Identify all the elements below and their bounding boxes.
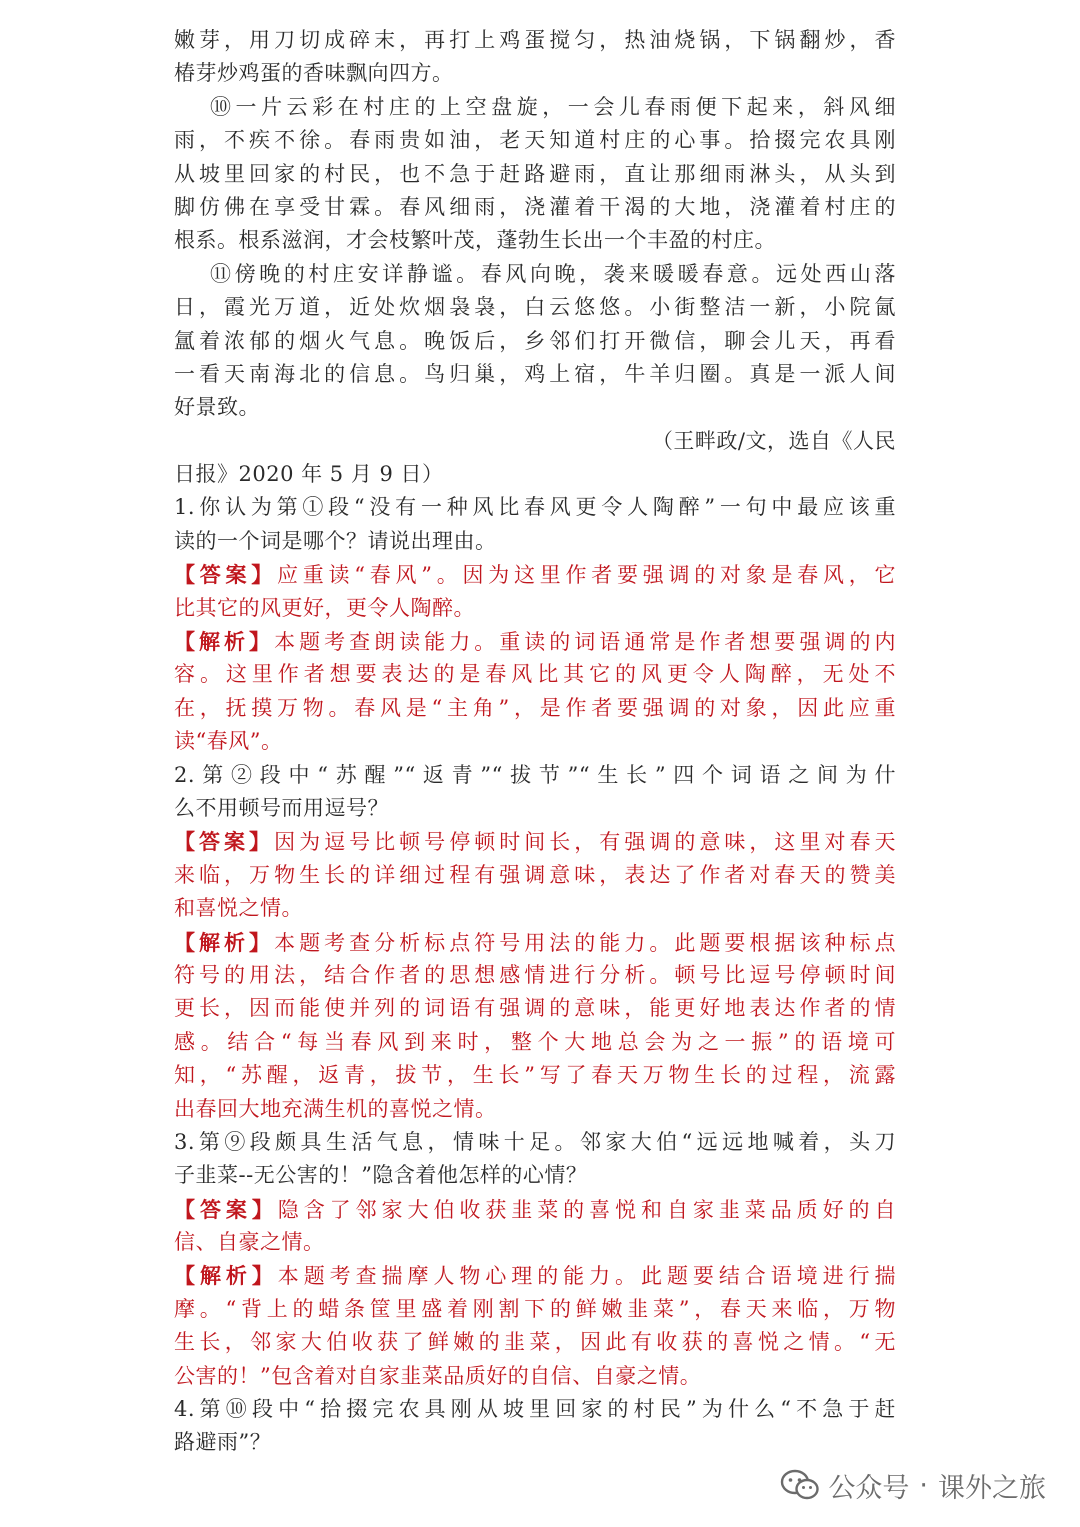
line-text: 3.第⑨段颇具生活气息，情味十足。邻家大伯“远远地喊着，头刀: [174, 1129, 896, 1154]
line-text: （王畔政/文，选自《人民: [651, 428, 896, 453]
line-text: 感。结合“每当春风到来时，整个大地总会为之一振”的语境可: [174, 1029, 896, 1054]
answer-line: [174, 592, 896, 625]
line-text: 椿芽炒鸡蛋的香味飘向四方。: [174, 61, 454, 86]
answer-line: [174, 992, 896, 1025]
text-line: [174, 1426, 896, 1459]
text-line: [174, 458, 896, 491]
line-text: ⑪傍晚的村庄安详静谧。春风向晚，袭来暖暖春意。远处西山落: [210, 261, 896, 286]
answer-line: [174, 692, 896, 725]
line-text: 本题考查揣摩人物心理的能力。此题要结合语境进行揣: [277, 1264, 897, 1289]
line-text: 容。这里作者想要表达的是春风比其它的风更令人陶醉，无处不: [174, 662, 896, 687]
answer-tag: 【答案】: [174, 1196, 278, 1222]
answer-line: [174, 1326, 896, 1359]
answer-line: [174, 1293, 896, 1326]
line-text: 和喜悦之情。: [174, 896, 303, 921]
document-page: [174, 24, 896, 1460]
text-line: [174, 425, 896, 458]
line-text: 一看天南海北的信息。鸟归巢，鸡上宿，牛羊归圈。真是一派人间: [174, 361, 896, 386]
answer-tag: 【解析】: [174, 629, 275, 655]
text-line: [174, 358, 896, 391]
wechat-icon: [780, 1469, 820, 1501]
answer-line: [174, 926, 896, 959]
watermark-label: 公众号: [828, 1472, 910, 1504]
line-text: 2.第②段中“苏醒”“返青”“拔节”“生长”四个词语之间为什: [174, 762, 896, 787]
answer-line: [174, 558, 896, 591]
text-line: [174, 258, 896, 291]
line-text: 4.第⑩段中“拾掇完农具刚从坡里回家的村民”为什么“不急于赶: [174, 1397, 896, 1422]
line-text: 子韭菜--无公害的！”隐含着他怎样的心情？: [174, 1163, 588, 1188]
line-text: 出春回大地充满生机的喜悦之情。: [174, 1096, 497, 1121]
text-line: [174, 1393, 896, 1426]
watermark-account-name: 课外之旅: [938, 1472, 1046, 1504]
text-line: [174, 24, 896, 57]
answer-tag: 【解析】: [174, 1263, 278, 1289]
text-line: [174, 158, 896, 191]
line-text: 摩。“背上的蜡条筐里盛着刚割下的鲜嫩韭菜”，春天来临，万物: [174, 1296, 896, 1321]
text-line: [174, 57, 896, 90]
text-line: [174, 391, 896, 424]
line-text: 隐含了邻家大伯收获韭菜的喜悦和自家韭菜品质好的自: [277, 1197, 897, 1222]
text-line: [174, 525, 896, 558]
line-text: 日，霞光万道，近处炊烟袅袅，白云悠悠。小街整洁一新，小院氤: [174, 295, 896, 320]
line-text: 么不用顿号而用逗号？: [174, 795, 389, 820]
text-line: [174, 191, 896, 224]
answer-line: [174, 959, 896, 992]
answer-tag: 【答案】: [174, 829, 275, 855]
answer-line: [174, 859, 896, 892]
line-text: 读“春风”。: [174, 729, 283, 754]
text-line: [174, 1159, 896, 1192]
line-text: 知，“苏醒，返青，拔节，生长”写了春天万物生长的过程，流露: [174, 1063, 896, 1088]
line-text: 应重读“春风”。因为这里作者要强调的对象是春风，它: [277, 563, 896, 588]
answer-line: [174, 1026, 896, 1059]
watermark-separator: ·: [919, 1469, 928, 1501]
answer-line: [174, 1059, 896, 1092]
line-text: 比其它的风更好，更令人陶醉。: [174, 595, 475, 620]
line-text: 根系。根系滋润，才会枝繁叶茂，蓬勃生长出一个丰盈的村庄。: [174, 228, 776, 253]
answer-line: [174, 658, 896, 691]
text-line: [174, 91, 896, 124]
watermark: [780, 1465, 1046, 1505]
line-text: 从坡里回家的村民，也不急于赶路避雨，直让那细雨淋头，从头到: [174, 161, 896, 186]
line-text: 氲着浓郁的烟火气息。晚饭后，乡邻们打开微信，聊会儿天，再看: [174, 328, 896, 353]
text-line: [174, 1126, 896, 1159]
line-text: ⑩一片云彩在村庄的上空盘旋，一会儿春雨便下起来，斜风细: [210, 94, 896, 119]
answer-line: [174, 625, 896, 658]
line-text: 符号的用法，结合作者的思想感情进行分析。顿号比逗号停顿时间: [174, 962, 896, 987]
answer-line: [174, 725, 896, 758]
text-line: [174, 759, 896, 792]
text-line: [174, 124, 896, 157]
line-text: 读的一个词是哪个？请说出理由。: [174, 528, 497, 553]
answer-tag: 【解析】: [174, 929, 275, 955]
answer-tag: 【答案】: [174, 562, 278, 588]
text-line: [174, 491, 896, 524]
line-text: 本题考查分析标点符号用法的能力。此题要根据该种标点: [274, 930, 897, 955]
answer-line: [174, 1193, 896, 1226]
line-text: 日报》2020 年 5 月 9 日）: [174, 462, 444, 487]
line-text: 路避雨”？: [174, 1430, 272, 1455]
line-text: 信、自豪之情。: [174, 1230, 325, 1255]
answer-line: [174, 892, 896, 925]
text-line: [174, 291, 896, 324]
line-text: 本题考查朗读能力。重读的词语通常是作者想要强调的内: [274, 630, 897, 655]
answer-line: [174, 1093, 896, 1126]
answer-line: [174, 825, 896, 858]
line-text: 更长，因而能使并列的词语有强调的意味，能更好地表达作者的情: [174, 996, 896, 1021]
text-line: [174, 325, 896, 358]
answer-line: [174, 1360, 896, 1393]
line-text: 雨，不疾不徐。春雨贵如油，老天知道村庄的心事。拾掇完农具刚: [174, 128, 896, 153]
text-line: [174, 792, 896, 825]
line-text: 脚仿佛在享受甘霖。春风细雨，浇灌着干渴的大地，浇灌着村庄的: [174, 194, 896, 219]
line-text: 嫩芽，用刀切成碎末，再打上鸡蛋搅匀，热油烧锅，下锅翻炒，香: [174, 28, 896, 52]
line-text: 好景致。: [174, 395, 260, 420]
answer-line: [174, 1259, 896, 1292]
answer-line: [174, 1226, 896, 1259]
line-text: 生长，邻家大伯收获了鲜嫩的韭菜，因此有收获的喜悦之情。“无: [174, 1330, 896, 1355]
line-text: 公害的！”包含着对自家韭菜品质好的自信、自豪之情。: [174, 1363, 702, 1388]
line-text: 因为逗号比顿号停顿时间长，有强调的意味，这里对春天: [274, 830, 897, 855]
line-text: 来临，万物生长的详细过程有强调意味，表达了作者对春天的赞美: [174, 862, 896, 887]
line-text: 1.你认为第①段“没有一种风比春风更令人陶醉”一句中最应该重: [174, 495, 896, 520]
text-line: [174, 224, 896, 257]
line-text: 在，抚摸万物。春风是“主角”，是作者要强调的对象，因此应重: [174, 695, 896, 720]
